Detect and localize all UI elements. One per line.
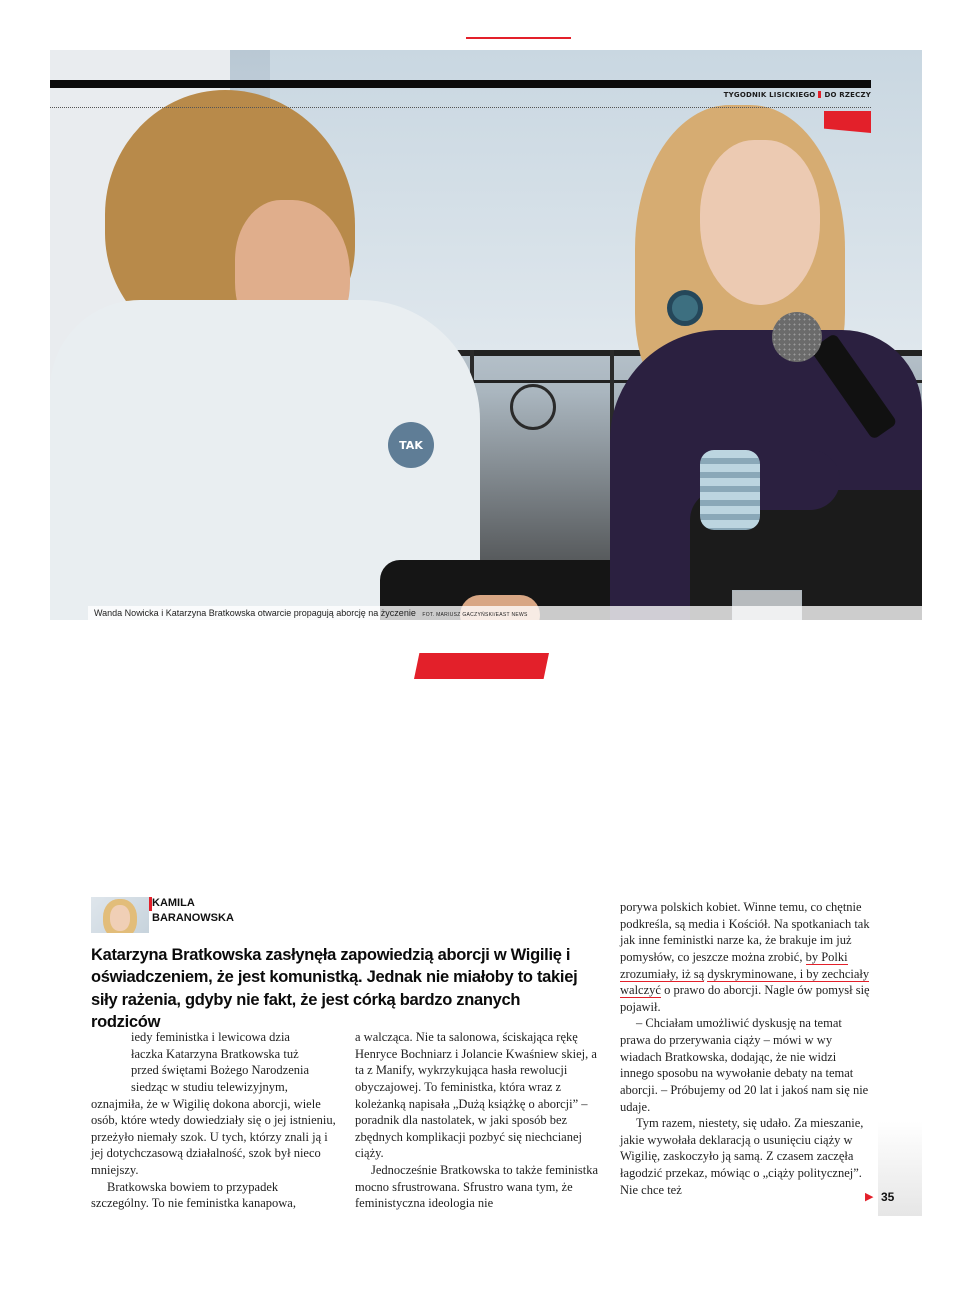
masthead-bar (50, 80, 871, 88)
caption-text: Wanda Nowicka i Katarzyna Bratkowska otwarcie propagują aborcję na życzenie (94, 608, 416, 618)
paragraph (620, 899, 870, 1015)
paragraph: – Chciałam umożliwić dyskusję na temat prawa do przerywania ciąży – mówi w wy wiadach Bratkowska, dodając, że nie widzi innego sposobu na wywołanie debaty na temat aborcji. – Próbujemy od 20 lat i jakoś nam się nie udaje. (620, 1016, 869, 1114)
article-column-1 (91, 1029, 339, 1212)
text-run: porywa polskich kobiet. Winne temu, co chętnie podkreśla, są media i Kościół. Na spotkaniach tak jak inne feministki narze ka, że brakuje im już pomysłów, co jeszcze można zrobić, (620, 900, 870, 964)
page-number: 35 (881, 1190, 895, 1204)
railing-ornament (510, 384, 556, 430)
author-avatar-face (110, 905, 130, 931)
masthead-left: TYGODNIK LISICKIEGO (723, 91, 816, 99)
author-first-name: KAMILA (152, 897, 195, 909)
text-line: iedy feministka i lewicowa dzia (131, 1030, 290, 1044)
author-name (152, 896, 234, 926)
masthead-dotted-rule (50, 107, 871, 108)
photo-caption (88, 606, 922, 620)
text-line: siedząc w studiu telewizyjnym, (131, 1079, 288, 1094)
article-lead: Katarzyna Bratkowska zasłynęła zapowiedzią aborcji w Wigilię i oświadczeniem, że jest komunistką. Jednak nie miałoby to takiej siły rażenia, gdyby nie fakt, że jest córką bardzo znanych rodziców (91, 946, 578, 1032)
article-photo (50, 50, 922, 620)
bracelet (700, 450, 760, 530)
text-line: przed świętami Bożego Narodzenia (131, 1063, 310, 1078)
masthead (724, 91, 871, 99)
text-run: o prawo do aborcji. Nagle ów pomysł się pojawił. (620, 983, 870, 1014)
tak-badge: TAK (388, 422, 434, 468)
paragraph (91, 1029, 339, 1179)
masthead-separator (818, 91, 821, 98)
author-avatar (91, 897, 149, 933)
text-line: oznajmiła, że w Wigilię dokona aborcji, wiele osób, które wtedy dowiedziały się o jej istnieniu, przeżyło niemały szok. U tych, którzy znali ją i jej dotychczasową działalność, szok był nieco mniejszy. (91, 1096, 336, 1177)
underlined-text: by Polki zrozumiały, iż są (620, 949, 848, 981)
paragraph: a walcząca. Nie ta salonowa, ściskająca rękę Henryce Bochniarz i Jolancie Kwaśniew skiej, a ta z Manify, wykrzykująca hasła rewolucji obyczajowej. To feministka, która wraz z koleżanką napisała „Dużą książkę o aborcji” – poradnik dla nastolatek, w jaki sposób bez zbędnych komplikacji pozbyć się niechcianej ciąży. (355, 1030, 597, 1161)
author-last-name: BARANOWSKA (152, 911, 234, 924)
woman-right-face (700, 140, 820, 305)
text-line: łaczka Katarzyna Bratkowska tuż (131, 1046, 299, 1061)
masthead-right: DO RZECZY (824, 91, 871, 99)
photo-credit: FOT. MARIUSZ GACZYŃSKI/EAST NEWS (422, 612, 528, 618)
paragraph: Jednocześnie Bratkowska to także feministka mocno sfrustrowana. Sfrustro wana tym, że feministyczna ideologia nie (355, 1163, 599, 1211)
continue-arrow-icon: ▶ (865, 1190, 874, 1203)
paragraph: Bratkowska bowiem to przypadek szczególny. To nie feministka kanapowa, (91, 1179, 296, 1211)
article-column-2 (355, 1029, 605, 1212)
red-banner-shape (414, 653, 549, 679)
microphone-icon (772, 312, 822, 362)
paragraph: Tym razem, niestety, się udało. Za mieszanie, jakie wywołała deklaracją o usunięciu ciąży w Wigilię, zaskoczyło ją samą. Z czasem zaczęła łagodzić przekaz, mówiąc o „ciąży politycznej”. Nie chce też (620, 1116, 864, 1197)
underlined-text: dyskryminowane, i by zechciały walczyć (620, 966, 870, 998)
earring (667, 290, 703, 326)
top-red-rule (466, 37, 571, 39)
article-column-3 (620, 899, 870, 1198)
